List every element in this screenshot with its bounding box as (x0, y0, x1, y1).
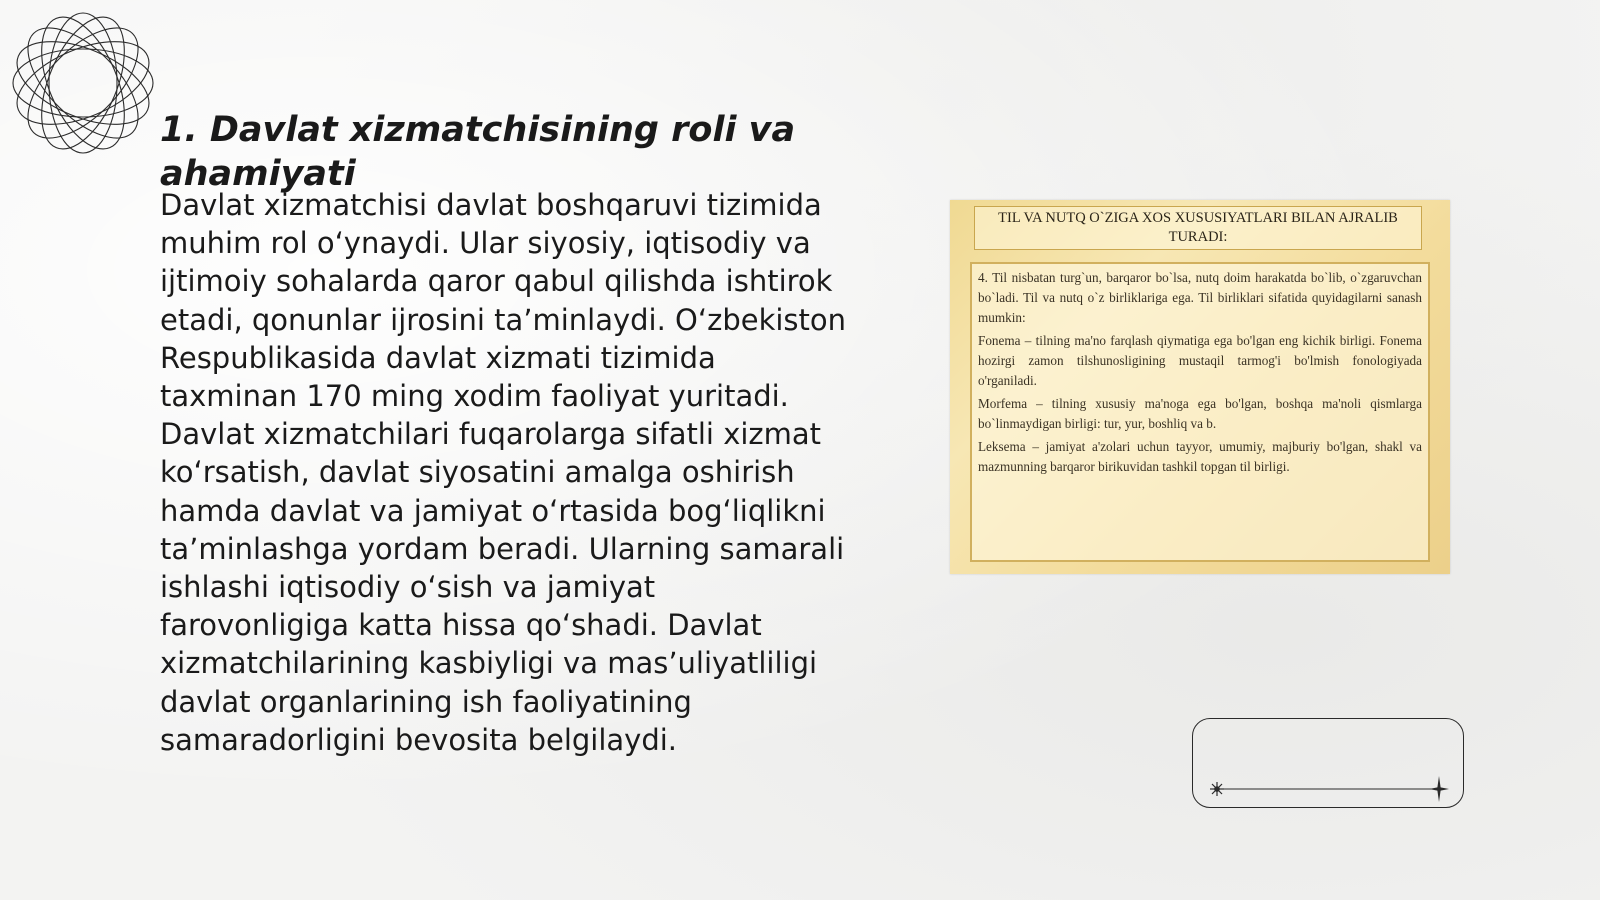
slide-title: 1. Davlat xizmatchisining roli va ahamiyati (160, 110, 796, 194)
scan-paragraph: 4. Til nisbatan turg`un, barqaror bo`lsa, nutq doim harakatda bo`lib, o`zgaruvchan bo`ladi. Til va nutq o`z birliklariga ega. Til birliklari sifatida quyidagilarni sanash mumkin: (978, 270, 1422, 325)
scan-header: TIL VA NUTQ O`ZIGA XOS XUSUSIYATLARI BILAN AJRALIB TURADI: (974, 206, 1422, 250)
decorative-slider-frame (1192, 718, 1464, 808)
slide-body-text: Davlat xizmatchisi davlat boshqaruvi tizimida muhim rol oʻynaydi. Ular siyosiy, iqtisodiy va ijtimoiy sohalarda qaror qabul qilishda ishtirok etadi, qonunlar ijrosini taʼminlaydi. Oʻzbekiston Respublikasida davlat xizmati tizimida taxminan 170 ming xodim faoliyat yuritadi. Davlat xizmatchilari fuqarolarga sifatli xizmat koʻrsatish, davlat siyosatini amalga oshirish hamda davlat va jamiyat oʻrtasida bogʻliqlikni taʼminlashga yordam beradi. Ularning samarali ishlashi iqtisodiy oʻsish va jamiyat farovonligiga katta hissa qoʻshadi. Davlat xizmatchilarining kasbiyligi va masʼuliyatliligi davlat organlarining ish faoliyatining samaradorligini bevosita belgilaydi. (160, 188, 847, 757)
scan-text-box (970, 262, 1430, 562)
scan-paragraph: Leksema – jamiyat a'zolari uchun tayyor, umumiy, majburiy bo'lgan, shakl va mazmunning barqaror birikuvidan tashkil topgan til birligi. (978, 439, 1422, 474)
slider-line (1193, 719, 1465, 809)
scan-paragraph: Fonema – tilning ma'no farqlash qiymatiga ega bo'lgan eng kichik birligi. Fonema hozirgi zamon tilshunosligining mustaqil tarmog'i bo'lmish fonologiyada o'rganiladi. (978, 333, 1422, 388)
sparkle-icon (1210, 782, 1224, 796)
scanned-textbook-image (950, 200, 1450, 574)
scan-paragraph: Morfema – tilning xususiy ma'noga ega bo'lgan, boshqa ma'noli qismlarga bo`linmaydigan birligi: tur, yur, boshliq va b. (978, 396, 1422, 431)
ring-ornament-icon (8, 8, 158, 158)
star-icon (1429, 776, 1449, 802)
